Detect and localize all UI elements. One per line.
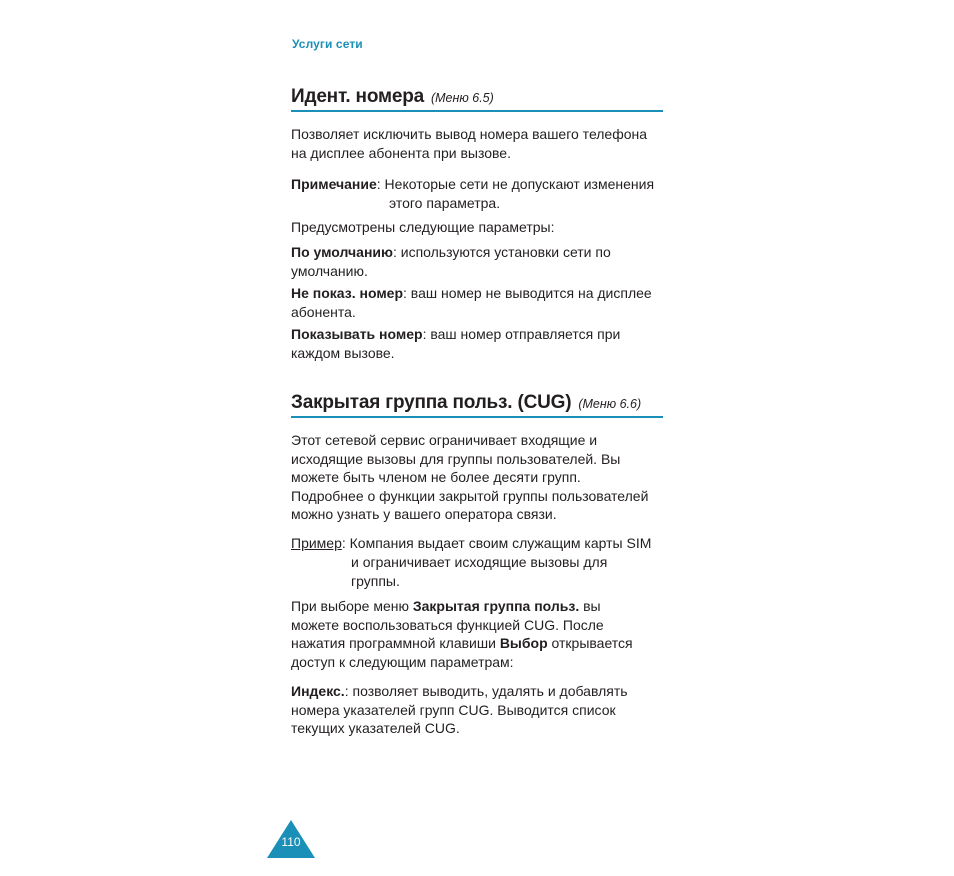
section1-intro [291,125,666,162]
section-title: Идент. номера [291,86,424,107]
text-run: вы [579,598,601,614]
running-head: Услуги сети [292,37,363,51]
text-line: умолчанию. [291,262,368,279]
option-text: : позволяет выводить, удалять и добавлять [344,683,628,699]
example-continuation [351,553,607,590]
option-text: : ваш номер не выводится на дисплее [403,285,652,301]
text-line: исходящие вызовы для группы пользователей. Вы [291,450,621,467]
text-line: можно узнать у вашего оператора связи. [291,506,557,523]
text-line: номера указателей групп CUG. Выводится список [291,701,616,718]
text-line: Подробнее о функции закрытой группы пользователей [291,487,649,504]
menu-paragraph [291,597,666,671]
section2-intro [291,431,666,524]
option-index [291,682,666,738]
text-line: Этот сетевой сервис ограничивает входящие и [291,432,598,448]
text-line: Позволяет исключить вывод номера вашего телефона [291,126,648,142]
section-menu-ref: (Меню 6.6) [578,397,642,411]
text-line: доступ к следующим параметрам: [291,653,514,670]
params-intro: Предусмотрены следующие параметры: [291,219,555,235]
text-line: и ограничивает исходящие вызовы для [351,554,608,570]
option-label: Показывать номер [291,326,423,342]
section-heading-caller-id [291,86,663,112]
option-text: : используются установки сети по [392,244,611,260]
text-line: можете быть членом не более десяти групп. [291,469,581,486]
option-label: Индекс. [291,683,345,699]
page-number: 110 [281,835,301,849]
section-menu-ref: (Меню 6.5) [430,91,494,105]
option-default [291,243,666,280]
text-line: абонента. [291,303,356,320]
text-run: открывается [547,635,633,652]
note-label: Примечание [291,176,377,192]
section-title: Закрытая группа польз. (CUG) [291,392,572,413]
example-block [291,534,666,553]
text-run: нажатия программной клавиши [291,635,500,652]
note-continuation: этого параметра. [389,195,501,211]
option-hide-number [291,284,666,321]
option-label: По умолчанию [291,244,393,260]
section-heading-cug [291,392,663,418]
option-label: Не показ. номер [291,285,404,301]
text-line: на дисплее абонента при вызове. [291,144,511,161]
menu-name: Закрытая группа польз. [412,598,580,614]
text-line: группы. [351,572,400,589]
text-run: При выборе меню [291,598,413,614]
option-show-number [291,325,666,362]
text-line: каждом вызове. [291,344,395,361]
option-text: : ваш номер отправляется при [422,326,621,342]
note-block [291,175,666,194]
note-text: : Некоторые сети не допускают изменения [376,176,655,192]
example-text: : Компания выдает своим служащим карты SIM [341,535,652,551]
text-line: текущих указателей CUG. [291,720,460,737]
soft-key-name: Выбор [499,635,548,652]
example-label: Пример [291,535,342,551]
text-line: можете воспользоваться функцией CUG. После [291,616,604,633]
